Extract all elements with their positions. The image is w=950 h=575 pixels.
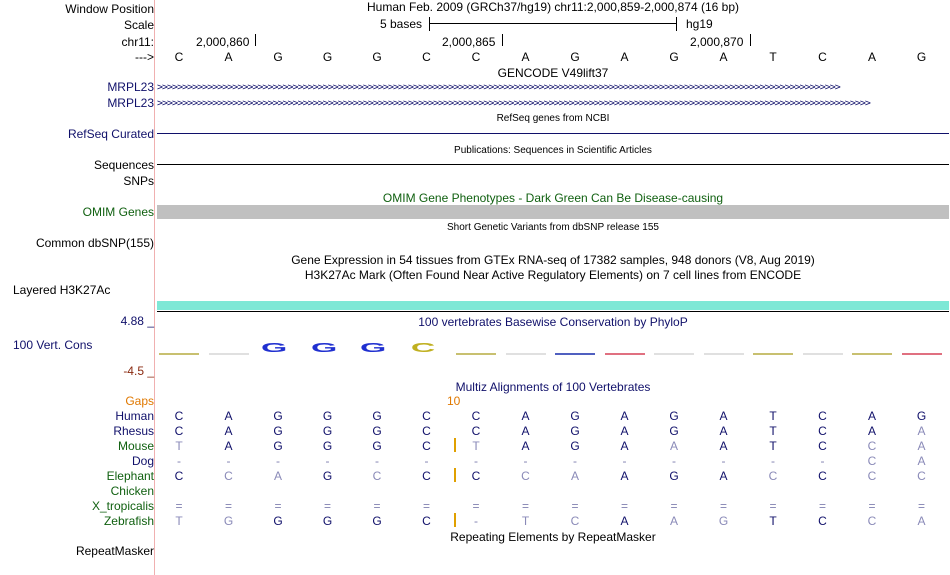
base-letter: G (916, 50, 927, 64)
species-label[interactable]: Rhesus (113, 424, 154, 438)
conservation-glyph (902, 353, 942, 355)
alignment-base: C (471, 424, 481, 438)
alignment-base: A (867, 424, 876, 438)
conservation-glyph (506, 353, 546, 355)
alignment-base: C (422, 439, 431, 453)
alignment-base: T (769, 514, 777, 528)
base-letter: A (521, 50, 530, 64)
alignment-base: C (818, 409, 827, 423)
alignment-base: A (224, 439, 233, 453)
phylop-conservation-logo[interactable] (157, 340, 949, 360)
phylop-title: 100 vertebrates Basewise Conservation by PhyloP (418, 315, 688, 329)
refseq-subtitle: RefSeq genes from NCBI (496, 113, 610, 124)
alignment-base: C (867, 454, 877, 468)
species-label[interactable]: Elephant (106, 469, 154, 483)
alignment-base: G (372, 424, 382, 438)
alignment-base: - (474, 514, 478, 528)
scale-bar (429, 17, 677, 31)
alignment-base: A (620, 469, 629, 483)
conservation-glyph (159, 353, 199, 355)
alignment-base: A (669, 439, 678, 453)
alignment-base: T (175, 514, 183, 528)
alignment-base: - (771, 454, 775, 468)
ruler-tick (255, 34, 256, 46)
alignment-base: A (917, 424, 926, 438)
alignment-base: A (620, 439, 629, 453)
alignment-base: G (223, 514, 234, 528)
ruler-tick (502, 34, 503, 46)
alignment-base: C (471, 409, 481, 423)
alignment-base: G (718, 514, 729, 528)
ruler-tick-label: 2,000,870 (690, 35, 744, 49)
alignment-base: C (174, 409, 184, 423)
alignment-base: = (917, 499, 925, 513)
alignment-base: G (916, 409, 927, 423)
conservation-glyph: C (410, 340, 443, 355)
alignment-base: - (325, 454, 330, 468)
base-letter: C (471, 50, 481, 64)
alignment-base: A (719, 409, 728, 423)
ruler-tick (750, 34, 751, 46)
track-label-sequences[interactable]: Sequences (93, 158, 154, 172)
alignment-base: A (620, 424, 629, 438)
track-label-phylop[interactable]: 100 Vert. Cons (13, 338, 93, 352)
alignment-base: C (422, 409, 431, 423)
alignment-base: - (177, 454, 181, 468)
alignment-base: - (375, 454, 379, 468)
alignment-base: T (175, 439, 183, 453)
track-label-repeatmasker[interactable]: RepeatMasker (75, 544, 154, 558)
alignment-base: A (867, 409, 876, 423)
alignment-base: C (818, 439, 827, 453)
alignment-base: G (669, 469, 679, 483)
alignment-base: A (917, 439, 926, 453)
conservation-glyph (803, 353, 843, 355)
gap-marker (454, 513, 456, 527)
alignment-base: A (273, 469, 282, 483)
alignment-base: C (570, 514, 580, 528)
base-letter: C (422, 50, 431, 64)
base-letter: A (867, 50, 876, 64)
alignment-base: A (570, 469, 579, 483)
alignment-base: - (672, 454, 676, 468)
alignment-base: A (620, 514, 629, 528)
alignment-base: A (917, 454, 926, 468)
species-label[interactable]: Zebrafish (103, 514, 154, 528)
alignment-base: T (521, 514, 530, 528)
alignment-base: - (474, 454, 478, 468)
alignment-base: = (670, 499, 678, 513)
alignment-base: - (721, 454, 726, 468)
alignment-base: = (818, 499, 826, 513)
conservation-glyph (654, 353, 694, 355)
gap-marker (454, 468, 456, 482)
h3k27ac-baseline (157, 311, 949, 312)
alignment-base: C (917, 469, 926, 483)
gene-track-mrpl23-2[interactable]: >>>>>>>>>>>>>>>>>>>>>>>>>>>>>>>>>>>>>>>>>>>>>>>>>>>>>>>>>>>>>>>>>>>>>>>>>>>>>>>>>>>>>>>>>>>>>>>>>>>>>>>>>>>>>>>>>>>>>>>>>>>>>>>>>>>>>>>>>>>>>> (157, 99, 870, 109)
chromosome-label: chr11: (121, 35, 154, 49)
scale-assembly: hg19 (686, 17, 713, 31)
label-column-separator (154, 0, 155, 575)
conservation-glyph: G (310, 340, 345, 355)
track-label-h3k27ac[interactable]: Layered H3K27Ac (13, 283, 111, 297)
alignment-base: C (174, 424, 184, 438)
conservation-glyph (852, 353, 892, 355)
alignment-base: C (422, 469, 431, 483)
conservation-glyph (456, 353, 496, 355)
conservation-glyph: G (260, 340, 296, 355)
base-letter: A (224, 50, 233, 64)
alignment-base: A (224, 424, 233, 438)
alignment-base: = (868, 499, 876, 513)
alignment-base: T (472, 439, 480, 453)
alignment-base: A (521, 409, 530, 423)
alignment-base: A (224, 409, 233, 423)
alignment-base: = (769, 499, 777, 513)
phylop-max-value: 4.88 _ (120, 314, 154, 328)
alignment-base: C (818, 514, 827, 528)
track-label-refseq[interactable]: RefSeq Curated (67, 127, 154, 141)
scale-label: Scale (123, 18, 154, 32)
scale-bases-text: 5 bases (380, 17, 423, 31)
alignment-base: - (820, 454, 825, 468)
alignment-base: G (669, 409, 679, 423)
alignment-base: A (521, 424, 530, 438)
dbsnp-subtitle: Short Genetic Variants from dbSNP release 155 (447, 222, 659, 233)
base-letter: A (620, 50, 629, 64)
base-letter: G (372, 50, 382, 64)
alignment-base: - (523, 454, 528, 468)
gencode-title: GENCODE V49lift37 (497, 66, 609, 80)
publications-track-line[interactable] (157, 164, 949, 165)
alignment-base: G (322, 424, 333, 438)
base-letter: G (273, 50, 283, 64)
track-label-snps[interactable]: SNPs (123, 174, 154, 188)
window-position-text: Human Feb. 2009 (GRCh37/hg19) chr11:2,000,859-2,000,874 (16 bp) (366, 0, 740, 14)
alignment-base: C (867, 469, 877, 483)
alignment-base: G (322, 439, 333, 453)
alignment-base: - (276, 454, 280, 468)
alignment-base: G (669, 424, 679, 438)
alignment-base: G (273, 409, 283, 423)
alignment-base: G (570, 409, 580, 423)
conservation-glyph (704, 353, 744, 355)
alignment-base: G (372, 439, 382, 453)
alignment-base: = (620, 499, 628, 513)
alignment-base: C (818, 469, 827, 483)
track-label-gaps[interactable]: Gaps (125, 394, 154, 408)
ruler-tick-label: 2,000,865 (442, 35, 496, 49)
species-label[interactable]: X_tropicalis (91, 499, 154, 513)
alignment-base: A (521, 439, 530, 453)
alignment-base: A (620, 409, 629, 423)
alignment-base: G (570, 424, 580, 438)
base-letter: G (570, 50, 580, 64)
alignment-base: = (719, 499, 727, 513)
alignment-base: - (622, 454, 627, 468)
alignment-base: = (571, 499, 579, 513)
alignment-base: G (273, 514, 283, 528)
species-label[interactable]: Mouse (117, 439, 154, 453)
window-position-label: Window Position (65, 2, 154, 16)
alignment-base: C (174, 469, 184, 483)
repeatmasker-title: Repeating Elements by RepeatMasker (450, 530, 656, 544)
alignment-base: C (867, 439, 877, 453)
base-letter: C (174, 50, 184, 64)
omim-title: OMIM Gene Phenotypes - Dark Green Can Be Disease-causing (382, 191, 724, 205)
track-label-mrpl23-2[interactable]: MRPL23 (107, 96, 154, 110)
alignment-base: A (719, 469, 728, 483)
alignment-base: A (719, 439, 728, 453)
alignment-base: G (322, 469, 333, 483)
alignment-base: A (719, 424, 728, 438)
phylop-min-value: -4.5 _ (123, 364, 154, 378)
alignment-base: C (818, 424, 827, 438)
species-label[interactable]: Human (115, 409, 154, 423)
conservation-glyph (209, 353, 249, 355)
alignment-base: C (521, 469, 530, 483)
h3k27ac-signal-bar[interactable] (157, 301, 949, 310)
alignment-base: = (274, 499, 282, 513)
conservation-glyph: G (359, 340, 395, 355)
alignment-base: A (669, 514, 678, 528)
gene-track-mrpl23-1[interactable]: >>>>>>>>>>>>>>>>>>>>>>>>>>>>>>>>>>>>>>>>>>>>>>>>>>>>>>>>>>>>>>>>>>>>>>>>>>>>>>>>>>>>>>>>>>>>>>>>>>>>>>>>>>>>>>>>>>>>>>>>>>>>>>>>>>>>>>>> (157, 83, 840, 93)
alignment-base: = (521, 499, 529, 513)
alignment-base: G (273, 424, 283, 438)
alignment-base: G (372, 409, 382, 423)
alignment-base: T (769, 439, 777, 453)
alignment-base: C (768, 469, 778, 483)
alignment-base: = (472, 499, 480, 513)
alignment-base: G (322, 514, 333, 528)
conservation-glyph (555, 353, 595, 355)
species-label[interactable]: Chicken (110, 484, 154, 498)
track-label-dbsnp[interactable]: Common dbSNP(155) (35, 236, 154, 250)
multiz-title: Multiz Alignments of 100 Vertebrates (455, 380, 651, 394)
species-label[interactable]: Dog (131, 454, 154, 468)
base-letter: G (669, 50, 679, 64)
omim-track-bar[interactable] (157, 205, 949, 219)
alignment-base: C (422, 514, 431, 528)
alignment-base: G (273, 439, 283, 453)
base-letter: C (818, 50, 827, 64)
alignment-base: G (372, 514, 382, 528)
track-label-omim[interactable]: OMIM Genes (82, 205, 154, 219)
alignment-base: = (422, 499, 430, 513)
alignment-base: = (323, 499, 331, 513)
refseq-track-line[interactable] (157, 133, 949, 134)
publications-subtitle: Publications: Sequences in Scientific Articles (454, 145, 652, 156)
alignment-base: = (224, 499, 232, 513)
alignment-base: C (471, 469, 481, 483)
alignment-base: C (372, 469, 382, 483)
conservation-glyph (605, 353, 645, 355)
alignment-base: = (373, 499, 381, 513)
alignment-base: G (570, 439, 580, 453)
gap-marker (454, 438, 456, 452)
conservation-glyph (753, 353, 793, 355)
alignment-base: - (226, 454, 231, 468)
alignment-base: - (573, 454, 577, 468)
gtex-title: Gene Expression in 54 tissues from GTEx RNA-seq of 17382 samples, 948 donors (V8, Aug 2019) (291, 253, 815, 267)
alignment-base: C (867, 514, 877, 528)
ruler-tick-label: 2,000,860 (196, 35, 250, 49)
gaps-value: 10 (447, 394, 461, 408)
alignment-base: = (175, 499, 183, 513)
alignment-base: C (224, 469, 233, 483)
track-label-mrpl23-1[interactable]: MRPL23 (107, 80, 154, 94)
alignment-base: G (322, 409, 333, 423)
base-letter: G (322, 50, 333, 64)
alignment-base: - (424, 454, 429, 468)
h3k27ac-title: H3K27Ac Mark (Often Found Near Active Regulatory Elements) on 7 cell lines from ENCODE (304, 268, 802, 282)
alignment-base: A (917, 514, 926, 528)
alignment-base: T (769, 409, 777, 423)
base-letter: T (769, 50, 777, 64)
base-letter: A (719, 50, 728, 64)
alignment-base: C (422, 424, 431, 438)
strand-label: ---> (135, 50, 154, 64)
alignment-base: T (769, 424, 777, 438)
